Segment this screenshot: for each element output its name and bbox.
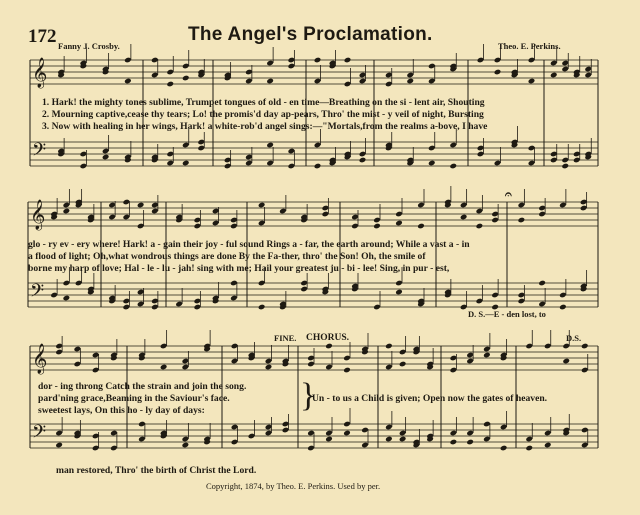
system2-treble-note [137, 202, 145, 209]
system1-verse2: 2. Mourning captive,cease thy tears; Lo! the promis'd day ap-pears, Thro' the mist - y veil of night, Bursting [42, 109, 484, 120]
composer-credit: Theo. E. Perkins. [498, 41, 561, 51]
system1-treble-note [166, 81, 174, 88]
system1-treble-note [266, 78, 274, 85]
system3-treble-note [265, 364, 273, 371]
system3-bass-note [385, 436, 393, 443]
chorus-brace: } [300, 377, 317, 414]
system3-bass-note [500, 445, 508, 452]
system1-bass-clef-icon: 𝄢 [32, 140, 47, 165]
ds-label: D.S. [566, 333, 582, 343]
system1-treble-note [494, 69, 502, 76]
system3-treble-note [399, 361, 407, 368]
system3-bass-note [55, 442, 63, 449]
system1-verse1: 1. Hark! the mighty tones sublime, Trumpet tongues of old - en time—Breathing on the si - lent air, Shouting [42, 97, 485, 108]
system3-treble-note [160, 364, 168, 371]
system2-bass-note [63, 295, 71, 302]
lyricist-credit: Fanny J. Crosby. [58, 41, 120, 51]
system1-bass-note [182, 160, 190, 167]
system1-treble-clef-icon: 𝄞 [32, 58, 48, 88]
system3-bass-note [343, 430, 351, 437]
system3-bottom-lyric: man restored, Thro' the birth of Christ the Lord. [56, 465, 257, 476]
system2-treble-note [417, 223, 425, 230]
system2-bass-note [538, 280, 546, 287]
system2-treble-note [395, 220, 403, 227]
system1-treble-note [124, 78, 132, 85]
system1-bass-note [314, 163, 322, 170]
system2-bass-note [559, 304, 567, 311]
system3-verse2: pard'ning grace,Beaming in the Saviour's face. [38, 393, 230, 404]
system3-bass-note [182, 442, 190, 449]
page-number: 172 [28, 26, 57, 47]
system1-bass-note [561, 163, 569, 170]
system3-verse3: sweetest lays, On this ho - ly day of days: [38, 405, 205, 416]
system3-treble-note [581, 343, 589, 350]
chorus-label: CHORUS. [306, 333, 350, 343]
system2-treble-note [518, 217, 526, 224]
system2-treble-note [63, 208, 71, 215]
system3-bass-note [450, 439, 458, 446]
system3-bass-clef-icon: 𝄢 [32, 422, 47, 447]
system3-bass-note [525, 445, 533, 452]
system3-treble-note [343, 367, 351, 374]
system3-treble-note [483, 352, 491, 359]
system2-verse1: glo - ry ev - ery where! Hark! a - gain their joy - ful sound Rings a - far, the earth around; While a vast a - in [28, 239, 470, 250]
system3-treble-note [325, 343, 333, 350]
system3-bass-note [325, 436, 333, 443]
system3-verse1: dor - ing throng Catch the strain and join the song. [38, 381, 247, 392]
system3-treble-note [385, 343, 393, 350]
system1-bass-note [359, 157, 367, 164]
system2-verse3: borne my harp of love; Hal - le - lu - jah! sing with me; Hail your greatest ju - bi - lee! Sing, in pur - est, [28, 263, 450, 274]
system1-treble-note [550, 72, 558, 79]
system3-treble-note [562, 358, 570, 365]
system1-treble-note [528, 78, 536, 85]
fine-label: FINE. [274, 333, 297, 343]
fermata-icon: 𝄐 [505, 187, 512, 201]
chorus-lyric: Un - to us a Child is given; Open now the gates of heaven. [312, 393, 548, 404]
system3-bass-note [466, 439, 474, 446]
system2-bass-clef-icon: 𝄢 [30, 281, 45, 306]
song-title: The Angel's Proclamation. [188, 24, 433, 45]
system2-treble-note [373, 223, 381, 230]
system3-bass-note [399, 436, 407, 443]
system3-bass-note [544, 442, 552, 449]
system2-treble-clef-icon: 𝄞 [30, 200, 46, 230]
system2-ds-label: D. S.—E - den lost, to [468, 309, 546, 319]
system2-verse2: a flood of light; Oh,what wondrous things are done By the Fa-ther, thro' the Son! Oh, the smile of [28, 251, 426, 262]
system1-treble-note [406, 78, 414, 85]
system1-bass-note [449, 163, 457, 170]
system1-treble-note [182, 75, 190, 82]
system2-treble-note [460, 214, 468, 221]
system2-bass-note [395, 289, 403, 296]
copyright-notice: Copyright, 1874, by Theo. E. Perkins. Used by per. [206, 481, 381, 491]
system3-treble-clef-icon: 𝄞 [32, 344, 48, 374]
system1-bass-note [428, 160, 436, 167]
system2-treble-note [476, 223, 484, 230]
system1-bass-note [102, 154, 110, 161]
system2-bass-note [258, 304, 266, 311]
system1-treble-note [314, 57, 322, 64]
system1-verse3: 3. Now with healing in her wings, Hark! a white-rob'd angel sings:—"Mortals,from the realms a-bove, I have [42, 121, 488, 132]
system1-treble-note [344, 57, 352, 64]
